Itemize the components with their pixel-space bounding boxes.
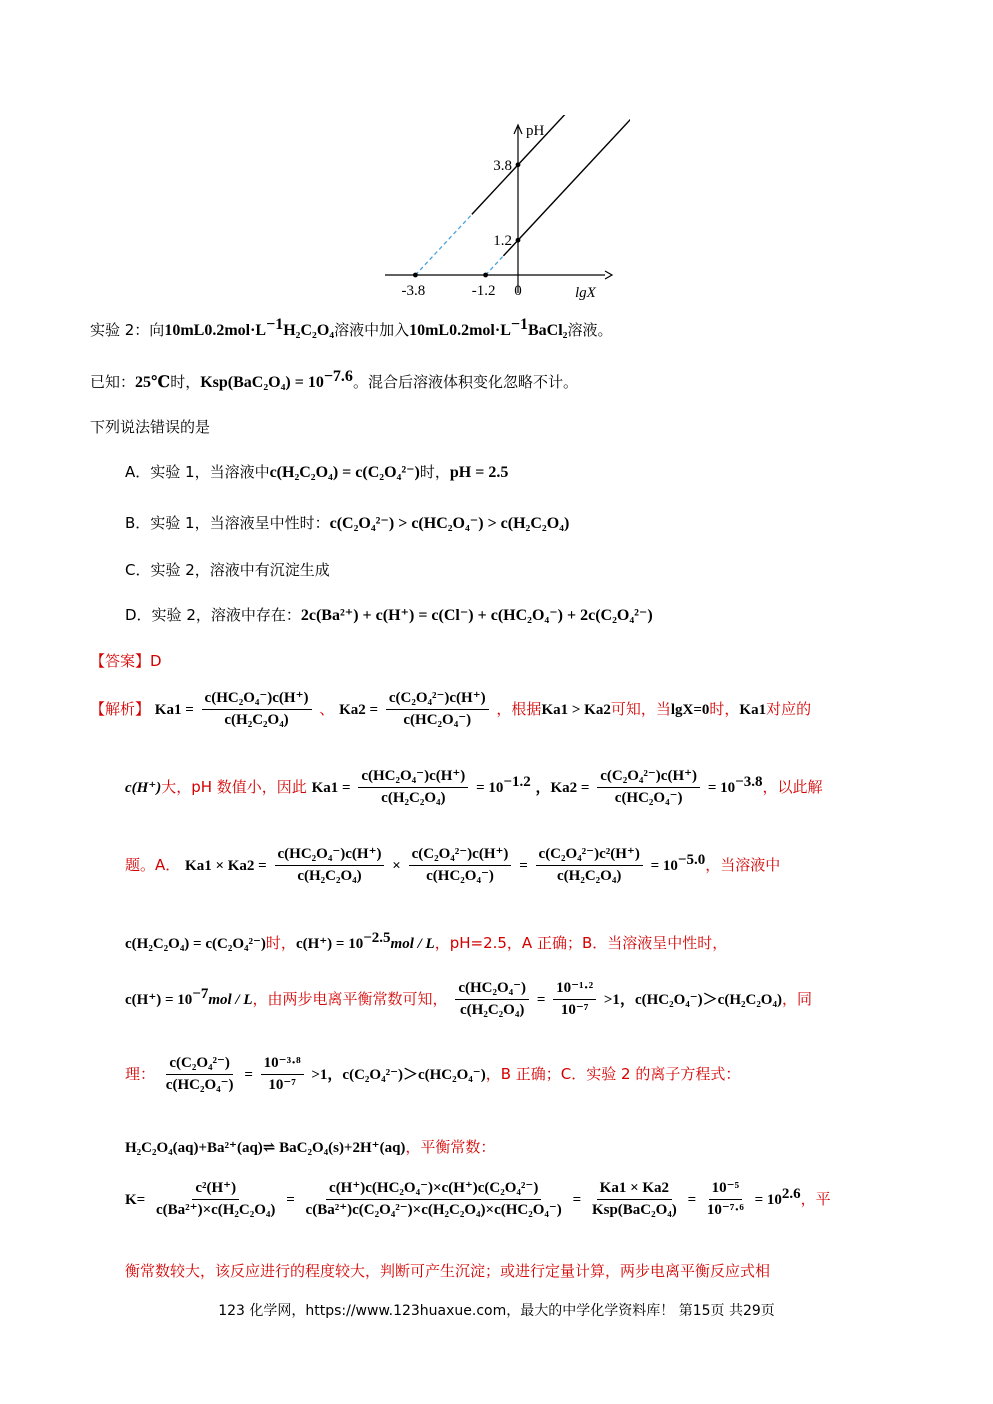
- analysis-line-1: 【解析】 Ka1 = $\frac{\text{c(HC₂O₄⁻)c(H⁺)}}{\text{c(H₂C₂O₄)}}$ 、 Ka2 = $\frac{\text{c(C₂O₄²⁻)c(H⁺)}}{\text{c(HC₂O₄⁻)}}$ ，根据Ka1 > Ka2可知，当lgX=0时，Ka1对应的: [90, 690, 812, 729]
- series-2-dashed: [486, 256, 504, 275]
- y-tick-label: 1.2: [493, 233, 512, 250]
- page-footer: 123 化学网，https://www.123huaxue.com，最大的中学化学资料库！ 第15页 共29页: [218, 1303, 775, 1319]
- series-2-x-intercept: [483, 273, 488, 278]
- x-tick-label: -3.8: [401, 283, 426, 299]
- option-a: A．实验 1，当溶液中c(H₂C₂O₄) = c(C₂O₄²⁻)时，pH = 2.5: [125, 463, 509, 481]
- series-1-dashed: [415, 214, 471, 275]
- analysis-line-3: 题。A． Ka1 × Ka2 = $\frac{\text{c(HC₂O₄⁻)c(H⁺)}}{\text{c(H₂C₂O₄)}}$ × $\frac{\text{c(C₂O₄²⁻)c(H⁺)}}{\text{c(HC₂O₄⁻)}}$ = $\frac{\text{c(C₂O₄²⁻)c²(H⁺)}}{\text{c(H₂C₂O₄)}}$ = $10^{-5.0}$，当溶液中: [125, 846, 781, 885]
- analysis-line-8: K= $\frac{\text{c²(H⁺)}}{\text{c(Ba²⁺)×c(H₂C₂O₄)}}$ = $\frac{\text{c(H⁺)c(HC₂O₄⁻)×c(H⁺)c(C₂O₄²⁻)}}{\text{c(Ba²⁺)c(C₂O₄²⁻)×c(H₂C₂O₄)×c(HC₂O₄⁻)}}$ = $\frac{Ka1 \times Ka2}{\text{Ksp(BaC₂O₄)}}$ = $\frac{\text{10⁻⁵}}{\text{10⁻⁷·⁶}}$ = $10^{2.6}$，平: [125, 1180, 831, 1219]
- x-axis-label: lgX: [575, 285, 596, 301]
- series-1-x-intercept: [413, 273, 418, 278]
- analysis-line-9: 衡常数较大，该反应进行的程度较大，判断可产生沉淀；或进行定量计算，两步电离平衡反应式相: [125, 1262, 771, 1280]
- series-1-y-intercept: [516, 162, 521, 167]
- answer: 【答案】D: [90, 652, 162, 670]
- question-stem: 下列说法错误的是: [90, 418, 211, 436]
- y-axis-label: pH: [526, 123, 545, 139]
- series-2-line: [503, 116, 630, 256]
- analysis-line-7: H₂C₂O₄(aq)+Ba²⁺(aq)⇌ BaC₂O₄(s)+2H⁺(aq)，平衡常数：: [125, 1138, 496, 1156]
- x-tick-label: -1.2: [471, 283, 496, 299]
- analysis-line-2: c(H⁺)大，pH 数值小，因此 Ka1 = $\frac{\text{c(HC₂O₄⁻)c(H⁺)}}{\text{c(H₂C₂O₄)}}$ = $10^{-1.2}$ ，Ka2 = $\frac{\text{c(C₂O₄²⁻)c(H⁺)}}{\text{c(HC₂O₄⁻)}}$ = $10^{-3.8}$，以此解: [125, 768, 823, 807]
- y-tick-label: 3.8: [493, 157, 512, 174]
- experiment-2: 实验 2：向$10mL0.2mol\cdot L^{-1}H_2C_2O_4$溶液中加入$10mL0.2mol\cdot L^{-1}BaCl_2$溶液。: [90, 316, 613, 339]
- option-c: C．实验 2，溶液中有沉淀生成: [125, 561, 330, 579]
- ph-lgx-chart: [370, 115, 630, 305]
- series-2-y-intercept: [516, 238, 521, 243]
- option-b: B．实验 1，当溶液呈中性时：c(C₂O₄²⁻) > c(HC₂O₄⁻) > c(H₂C₂O₄): [125, 514, 570, 532]
- known-conditions: 已知：25℃时，$Ksp(BaC_2O_4) = 10^{-7.6}$。混合后溶液体积变化忽略不计。: [90, 368, 578, 391]
- x-tick-label: 0: [514, 283, 522, 299]
- x-axis-arrow: [605, 271, 612, 279]
- analysis-line-5: $c(H^+) = 10^{-7}mol / L$，由两步电离平衡常数可知， $\frac{\text{c(HC₂O₄⁻)}}{\text{c(H₂C₂O₄)}}$ = $\frac{\text{10⁻¹·²}}{\text{10⁻⁷}}$ >1，c(HC₂O₄⁻)＞c(H₂C₂O₄)，同: [125, 980, 812, 1019]
- option-d: D．实验 2，溶液中存在：2c(Ba²⁺) + c(H⁺) = c(Cl⁻) + c(HC₂O₄⁻) + 2c(C₂O₄²⁻): [125, 606, 653, 624]
- analysis-line-6: 理： $\frac{\text{c(C₂O₄²⁻)}}{\text{c(HC₂O₄⁻)}}$ = $\frac{\text{10⁻³·⁸}}{\text{10⁻⁷}}$ >1，c(C₂O₄²⁻)＞c(HC₂O₄⁻)，B 正确；C．实验 2 的离子方程式：: [125, 1055, 741, 1094]
- analysis-line-4: c(H₂C₂O₄) = c(C₂O₄²⁻)时，$c(H^+) = 10^{-2.5}mol / L$，pH=2.5，A 正确；B．当溶液呈中性时，: [125, 930, 728, 952]
